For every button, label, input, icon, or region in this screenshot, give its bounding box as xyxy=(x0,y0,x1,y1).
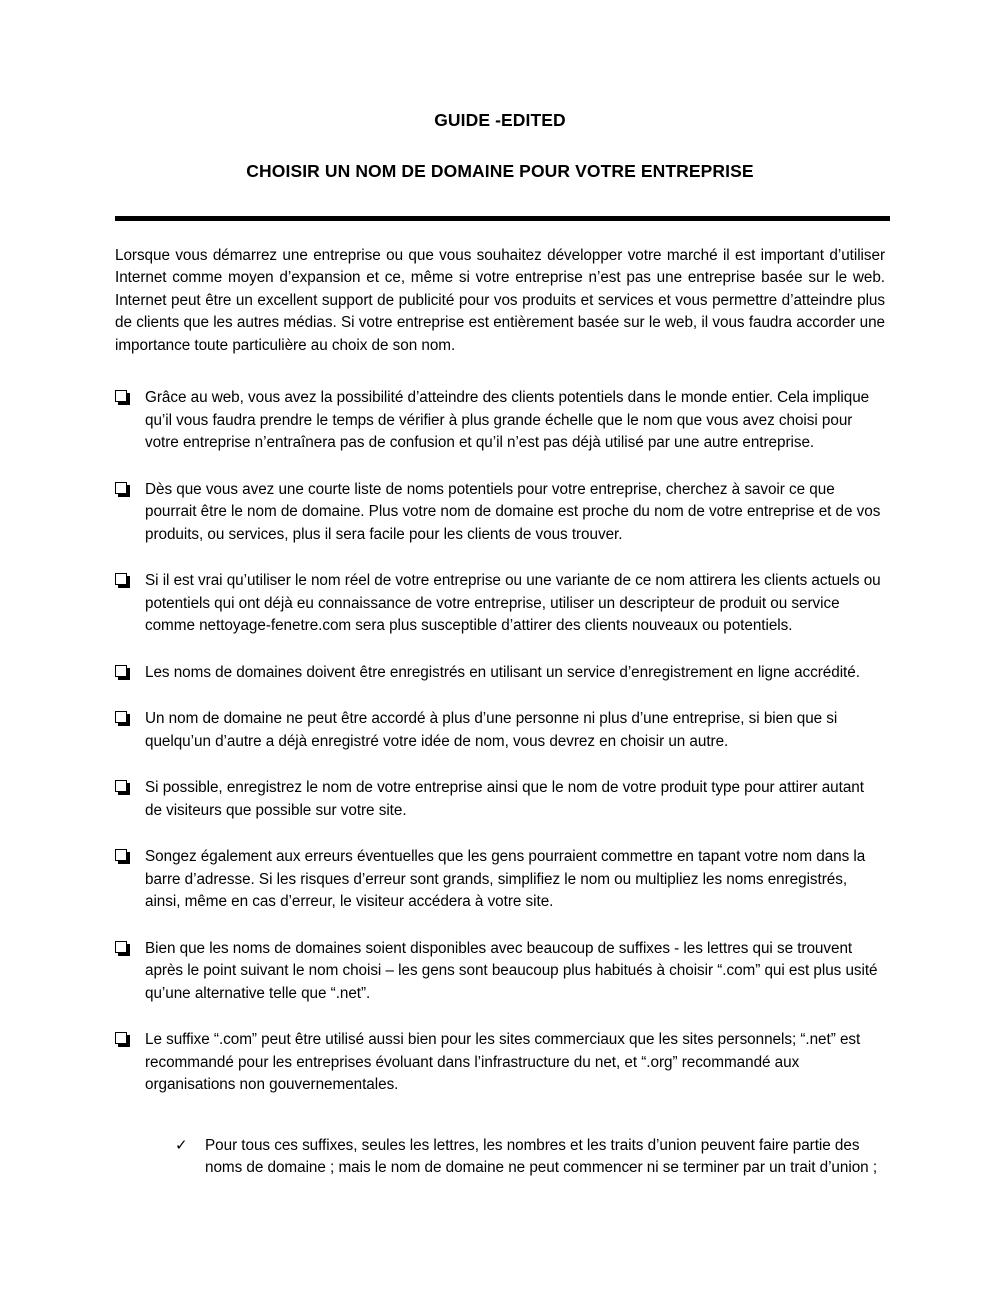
sub-list-item xyxy=(175,1135,885,1180)
title-block xyxy=(0,0,1000,182)
sub-list-item-text: Pour tous ces suffixes, seules les lettres, les nombres et les traits d’union peuvent faire partie des noms de domaine ; mais le nom de domaine ne peut commencer ni se terminer par un trait d’union ; xyxy=(205,1136,878,1177)
checkmark-sub-list xyxy=(115,1135,885,1180)
hollow-square-bullet-icon xyxy=(115,665,129,679)
hollow-square-bullet-icon xyxy=(115,849,129,863)
page-subtitle: CHOISIR UN NOM DE DOMAINE POUR VOTRE ENTREPRISE xyxy=(246,161,754,181)
list-item-text: Dès que vous avez une courte liste de noms potentiels pour votre entreprise, cherchez à savoir ce que pourrait être le nom de domaine. Plus votre nom de domaine est proche du nom de votre entreprise et de vos produits, ou services, plus il sera facile pour les clients de vous trouver. xyxy=(145,480,881,543)
hollow-square-bullet-icon xyxy=(115,573,129,587)
list-item-text: Les noms de domaines doivent être enregistrés en utilisant un service d’enregistrement en ligne accrédité. xyxy=(145,663,860,681)
hollow-square-bullet-icon xyxy=(115,780,129,794)
page-title: GUIDE -EDITED xyxy=(434,110,566,130)
hollow-square-bullet-icon xyxy=(115,482,129,496)
list-item-text: Songez également aux erreurs éventuelles que les gens pourraient commettre en tapant votre nom dans la barre d’adresse. Si les risques d’erreur sont grands, simplifiez le nom ou multipliez les noms enregistrés, ainsi, même en cas d’erreur, le visiteur accédera à votre site. xyxy=(145,848,866,911)
intro-paragraph: Lorsque vous démarrez une entreprise ou que vous souhaitez développer votre marché il est important d’utiliser Internet comme moyen d’expansion et ce, même si votre entreprise n’est pas une entreprise basée sur le web. Internet peut être un excellent support de publicité pour vos produits et services et vous permettre d’atteindre plus de clients que les autres médias. Si votre entreprise est entièrement basée sur le web, il vous faudra accorder une importance toute particulière au choix de son nom. xyxy=(115,247,885,354)
list-item xyxy=(115,479,885,546)
hollow-square-bullet-icon xyxy=(115,941,129,955)
hollow-square-bullet-icon xyxy=(115,390,129,404)
list-item xyxy=(115,1029,885,1096)
list-item xyxy=(115,387,885,454)
list-item-text: Grâce au web, vous avez la possibilité d’atteindre des clients potentiels dans le monde entier. Cela implique qu’il vous faudra prendre le temps de vérifier à plus grande échelle que le nom que vous avez choisi pour votre entreprise n’entraînera pas de confusion et qu’il n’est pas déjà utilisé par une autre entreprise. xyxy=(145,389,870,452)
list-item-text: Un nom de domaine ne peut être accordé à plus d’une personne ni plus d’une entreprise, si bien que si quelqu’un d’autre a déjà enregistré votre idée de nom, vous devrez en choisir un autre. xyxy=(145,710,838,750)
list-item-text: Si il est vrai qu’utiliser le nom réel de votre entreprise ou une variante de ce nom attirera les clients actuels ou potentiels qui ont déjà eu connaissance de votre entreprise, utiliser un descripteur de produit ou service comme nettoyage-fenetre.com sera plus susceptible d’attirer des clients nouveaux ou potentiels. xyxy=(145,572,881,635)
list-item-text: Si possible, enregistrez le nom de votre entreprise ainsi que le nom de votre produit type pour attirer autant de visiteurs que possible sur votre site. xyxy=(145,779,864,819)
checkbox-bullet-list xyxy=(115,387,885,1096)
list-item-text: Le suffixe “.com” peut être utilisé aussi bien pour les sites commerciaux que les sites personnels; “.net” est recommandé pour les entreprises évoluant dans l’infrastructure du net, et “.org” recommandé aux organisations non gouvernementales. xyxy=(145,1031,861,1094)
list-item xyxy=(115,777,885,822)
hollow-square-bullet-icon xyxy=(115,711,129,725)
checkmark-icon: ✓ xyxy=(175,1136,188,1154)
list-item xyxy=(115,708,885,753)
list-item-text: Bien que les noms de domaines soient disponibles avec beaucoup de suffixes - les lettres qui se trouvent après le point suivant le nom choisi – les gens sont beaucoup plus habitués à choisir “.com” qui est plus usité qu’une alternative telle que “.net”. xyxy=(145,939,878,1002)
list-item xyxy=(115,662,885,684)
list-item xyxy=(115,570,885,637)
list-item xyxy=(115,938,885,1005)
hollow-square-bullet-icon xyxy=(115,1032,129,1046)
horizontal-rule xyxy=(115,216,890,221)
list-item xyxy=(115,846,885,913)
document-body xyxy=(0,245,1000,1180)
